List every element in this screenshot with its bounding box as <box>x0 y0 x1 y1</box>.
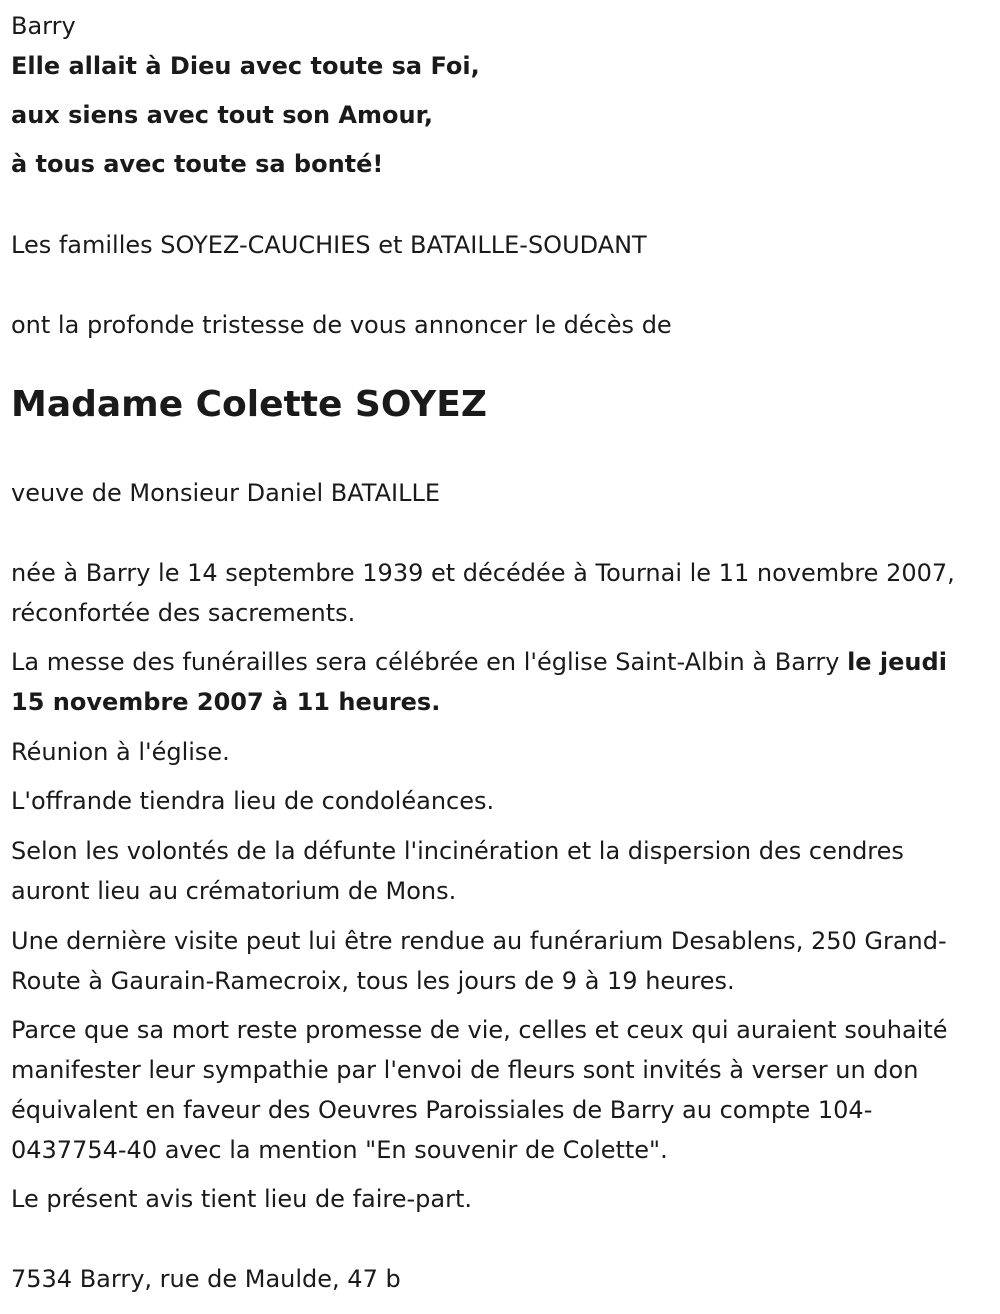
donation-info: Parce que sa mort reste promesse de vie, celles et ceux qui auraient souhaité manifester leur sympathie par l'envoi de fleurs sont invités à verser un don équivalent en faveur des Oeuvres Paroissiales de Barry au compte 104-0437754-40 avec la mention "En souvenir de Colette". <box>11 1016 948 1164</box>
mass-text: La messe des funérailles sera célébrée en l'église Saint-Albin à Barry <box>11 648 848 676</box>
verse-line-1: Elle allait à Dieu avec toute sa Foi, <box>11 52 480 80</box>
offering-info: L'offrande tiendra lieu de condoléances. <box>11 787 495 815</box>
cremation-info: Selon les volontés de la défunte l'incinération et la dispersion des cendres auront lieu au crématorium de Mons. <box>11 837 904 905</box>
mass-datetime: le jeudi 15 novembre 2007 à 11 heures. <box>11 648 947 716</box>
families: Les familles SOYEZ-CAUCHIES et BATAILLE-SOUDANT <box>11 231 647 259</box>
birth-death-info: née à Barry le 14 septembre 1939 et décédée à Tournai le 11 novembre 2007, réconfortée des sacrements. <box>11 559 955 627</box>
widow-of: veuve de Monsieur Daniel BATAILLE <box>11 479 440 507</box>
place-header: Barry <box>11 12 76 40</box>
verse-line-2: aux siens avec tout son Amour, <box>11 101 434 129</box>
mass-info <box>11 642 981 722</box>
announcement: ont la profonde tristesse de vous annoncer le décès de <box>11 311 672 339</box>
visit-info: Une dernière visite peut lui être rendue au funérarium Desablens, 250 Grand-Route à Gaurain-Ramecroix, tous les jours de 9 à 19 heures. <box>11 927 947 995</box>
verse-line-3: à tous avec toute sa bonté! <box>11 150 384 178</box>
notice: Le présent avis tient lieu de faire-part. <box>11 1185 473 1213</box>
deceased-name: Madame Colette SOYEZ <box>11 384 487 425</box>
meeting-info: Réunion à l'église. <box>11 738 230 766</box>
address: 7534 Barry, rue de Maulde, 47 b <box>11 1265 401 1293</box>
